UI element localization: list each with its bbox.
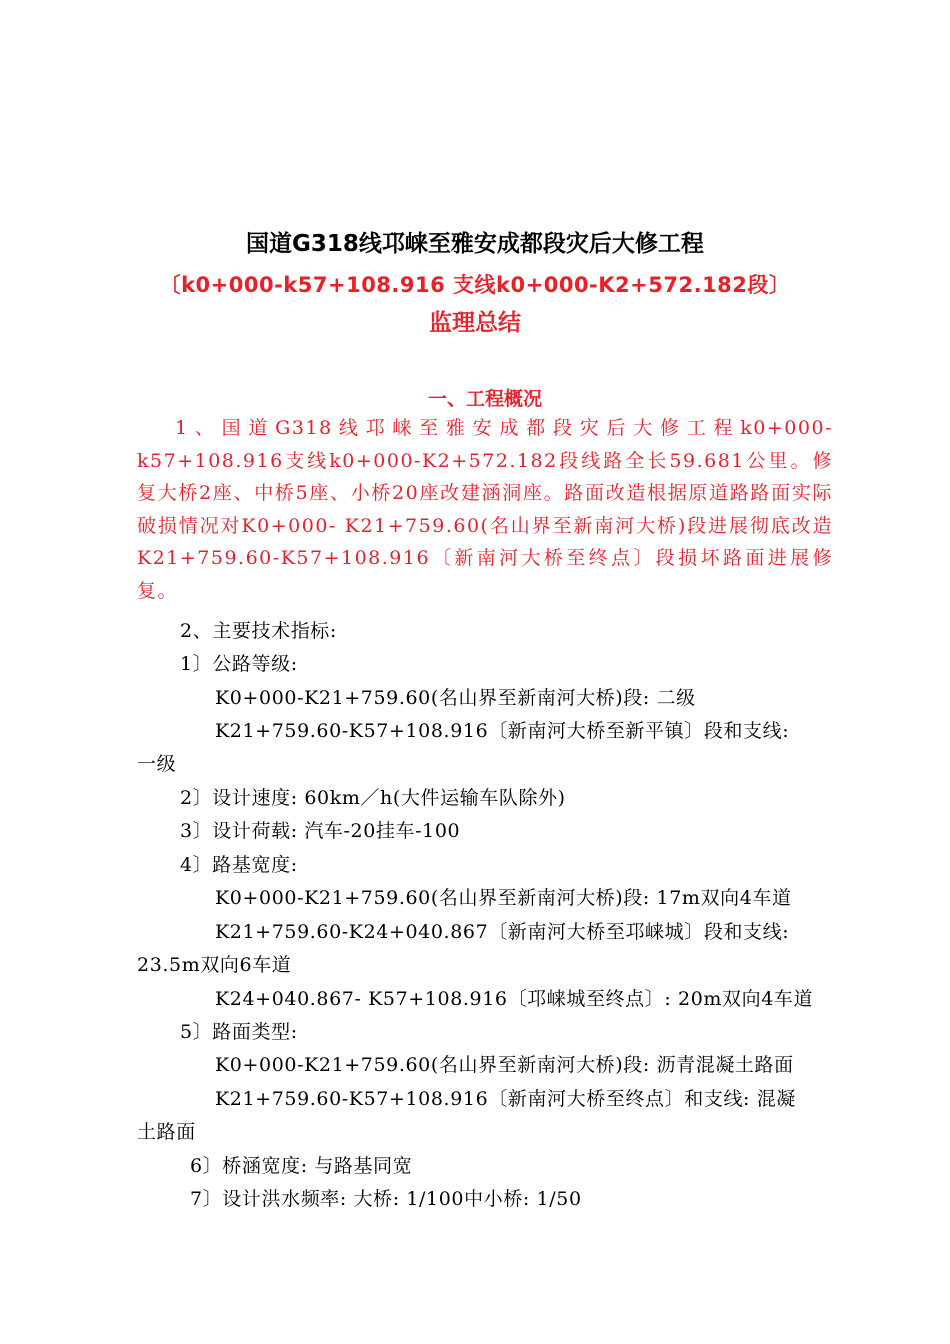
subgrade-width-line-1: K0+000-K21+759.60(名山界至新南河大桥)段: 17m双向4车道 [215,887,792,909]
pavement-type-label: 5〕路面类型: [180,1021,298,1043]
design-speed: 2〕设计速度: 60km／h(大件运输车队除外) [180,787,566,809]
pavement-type-line-2-cont: 土路面 [137,1121,196,1143]
pavement-type-line-2: K21+759.60-K57+108.916〔新南河大桥至终点〕和支线: 混凝 [215,1088,796,1110]
flood-frequency: 7〕设计洪水频率: 大桥: 1/100中小桥: 1/50 [190,1188,582,1210]
section-heading: 一、工程概况 [427,388,542,410]
pavement-type-line-1: K0+000-K21+759.60(名山界至新南河大桥)段: 沥青混凝土路面 [215,1054,794,1076]
road-grade-line-1: K0+000-K21+759.60(名山界至新南河大桥)段: 二级 [215,687,696,709]
document-title: 国道G318线邛崃至雅安成都段灾后大修工程 [246,231,704,257]
road-grade-label: 1〕公路等级: [180,653,298,675]
document-type: 监理总结 [429,310,521,336]
subgrade-width-line-2: K21+759.60-K24+040.867〔新南河大桥至邛崃城〕段和支线: [215,921,790,943]
road-grade-line-2: K21+759.60-K57+108.916〔新南河大桥至新平镇〕段和支线: [215,720,790,742]
design-load: 3〕设计荷载: 汽车-20挂车-100 [180,820,461,842]
tech-indicators-heading: 2、主要技术指标: [180,620,337,642]
overview-paragraph: 1、国道G318线邛崃至雅安成都段灾后大修工程k0+000-k57+108.916支线k0+000-K2+572.182段线路全长59.681公里。修复大桥2座、中桥5座、小桥20座改建涵洞座。路面改造根据原道路路面实际破损情况对K0+000- K21+759.60(名山界至新南河大桥)段进展彻底改造K21+759.60-K57+108.916〔新南河大桥至终点〕段损坏路面进展修复。 [137,417,833,602]
document-subtitle: 〔k0+000-k57+108.916 支线k0+000-K2+572.182段〕 [159,273,791,297]
road-grade-line-2-cont: 一级 [137,753,177,775]
subgrade-width-line-3: K24+040.867- K57+108.916〔邛崃城至终点〕: 20m双向4车道 [215,988,814,1010]
subgrade-width-line-2-cont: 23.5m双向6车道 [137,954,292,976]
subgrade-width-label: 4〕路基宽度: [180,854,298,876]
bridge-width: 6〕桥涵宽度: 与路基同宽 [190,1155,413,1177]
